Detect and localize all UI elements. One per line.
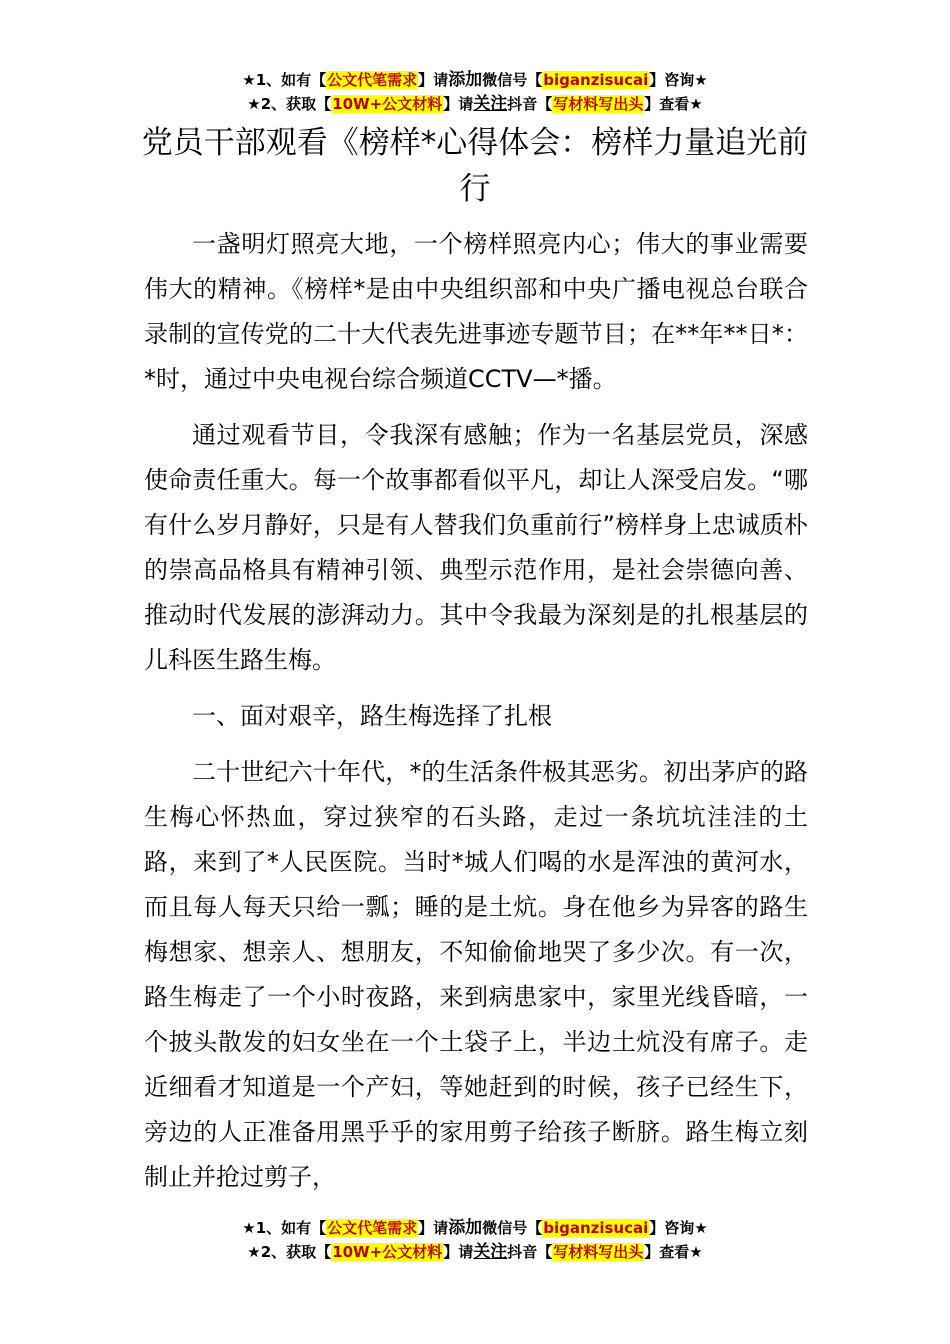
document-body [144,222,808,1211]
banner-text: ★1、如有【 [242,1219,327,1237]
paragraph: 通过观看节目，令我深有感触；作为一名基层党员，深感使命责任重大。每一个故事都看似平凡，却让人深受启发。“哪有什么岁月静好，只是有人替我们负重前行”榜样身上忠诚质朴的崇高品格具有精神引领、典型示范作用，是社会崇德向善、推动时代发展的澎湃动力。其中令我最为深刻是的扎根基层的儿科医生路生梅。 [144,421,808,674]
highlight-service: 公文代笔需求 [327,1219,418,1237]
highlight-materials: 10W+公文材料 [332,95,443,113]
paragraph: 二十世纪六十年代，*的生活条件极其恶劣。初出茅庐的路生梅心怀热血，穿过狭窄的石头路，走过一条坑坑洼洼的土路，来到了*人民医院。当时*城人们喝的水是浑浊的黄河水，而且每人每天只给一瓢；睡的是土炕。身在他乡为异客的路生梅想家、想亲人、想朋友，不知偷偷地哭了多少次。有一次，路生梅走了一个小时夜路，来到病患家中，家里光线昏暗，一个披头散发的妇女坐在一个土袋子上，半边土炕没有席子。走近细看才知道是一个产妇，等她赶到的时候，孩子已经生下，旁边的人正准备用黑乎乎的家用剪子给孩子断脐。路生梅立刻制止并抢过剪子， [144,758,808,1191]
banner-line-1 [0,1216,950,1240]
banner-line-1 [0,68,950,92]
banner-text: ★1、如有【 [242,71,327,89]
footer-banner [0,1216,950,1264]
banner-text: 】请 [443,95,474,113]
banner-text: 微信号【 [482,71,543,89]
banner-text: 抖音【 [507,1243,553,1261]
banner-line-2 [0,1240,950,1264]
highlight-douyin-account: 写材料写出头 [553,95,644,113]
banner-text: 】查看★ [644,95,703,113]
highlight-douyin-account: 写材料写出头 [553,1243,644,1261]
banner-text: 】查看★ [644,1243,703,1261]
emphasis-text: 添加 [448,70,483,90]
banner-text: ★2、获取【 [247,95,332,113]
emphasis-text: 关注 [473,1242,508,1262]
document-title: 党员干部观看《榜样*心得体会：榜样力量追光前行 [141,125,809,207]
banner-text: 】咨询★ [649,71,708,89]
banner-text: 】咨询★ [649,1219,708,1237]
highlight-wechat-id: biganzisucai [543,1219,649,1237]
banner-text: 】请 [418,1219,449,1237]
banner-text: 】请 [443,1243,474,1261]
header-banner [0,68,950,116]
highlight-materials: 10W+公文材料 [332,1243,443,1261]
section-heading: 一、面对艰辛，路生梅选择了扎根 [192,702,552,730]
banner-line-2 [0,92,950,116]
banner-text: 】请 [418,71,449,89]
highlight-service: 公文代笔需求 [327,71,418,89]
emphasis-text: 关注 [473,94,508,114]
banner-text: ★2、获取【 [247,1243,332,1261]
banner-text: 抖音【 [507,95,553,113]
highlight-wechat-id: biganzisucai [543,71,649,89]
paragraph: 一盏明灯照亮大地，一个榜样照亮内心；伟大的事业需要伟大的精神。《榜样*是由中央组织部和中央广播电视总台联合录制的宣传党的二十大代表先进事迹专题节目；在**年**日*：*时，通过中央电视台综合频道CCTV—*播。 [144,230,808,393]
banner-text: 微信号【 [482,1219,543,1237]
emphasis-text: 添加 [448,1218,483,1238]
